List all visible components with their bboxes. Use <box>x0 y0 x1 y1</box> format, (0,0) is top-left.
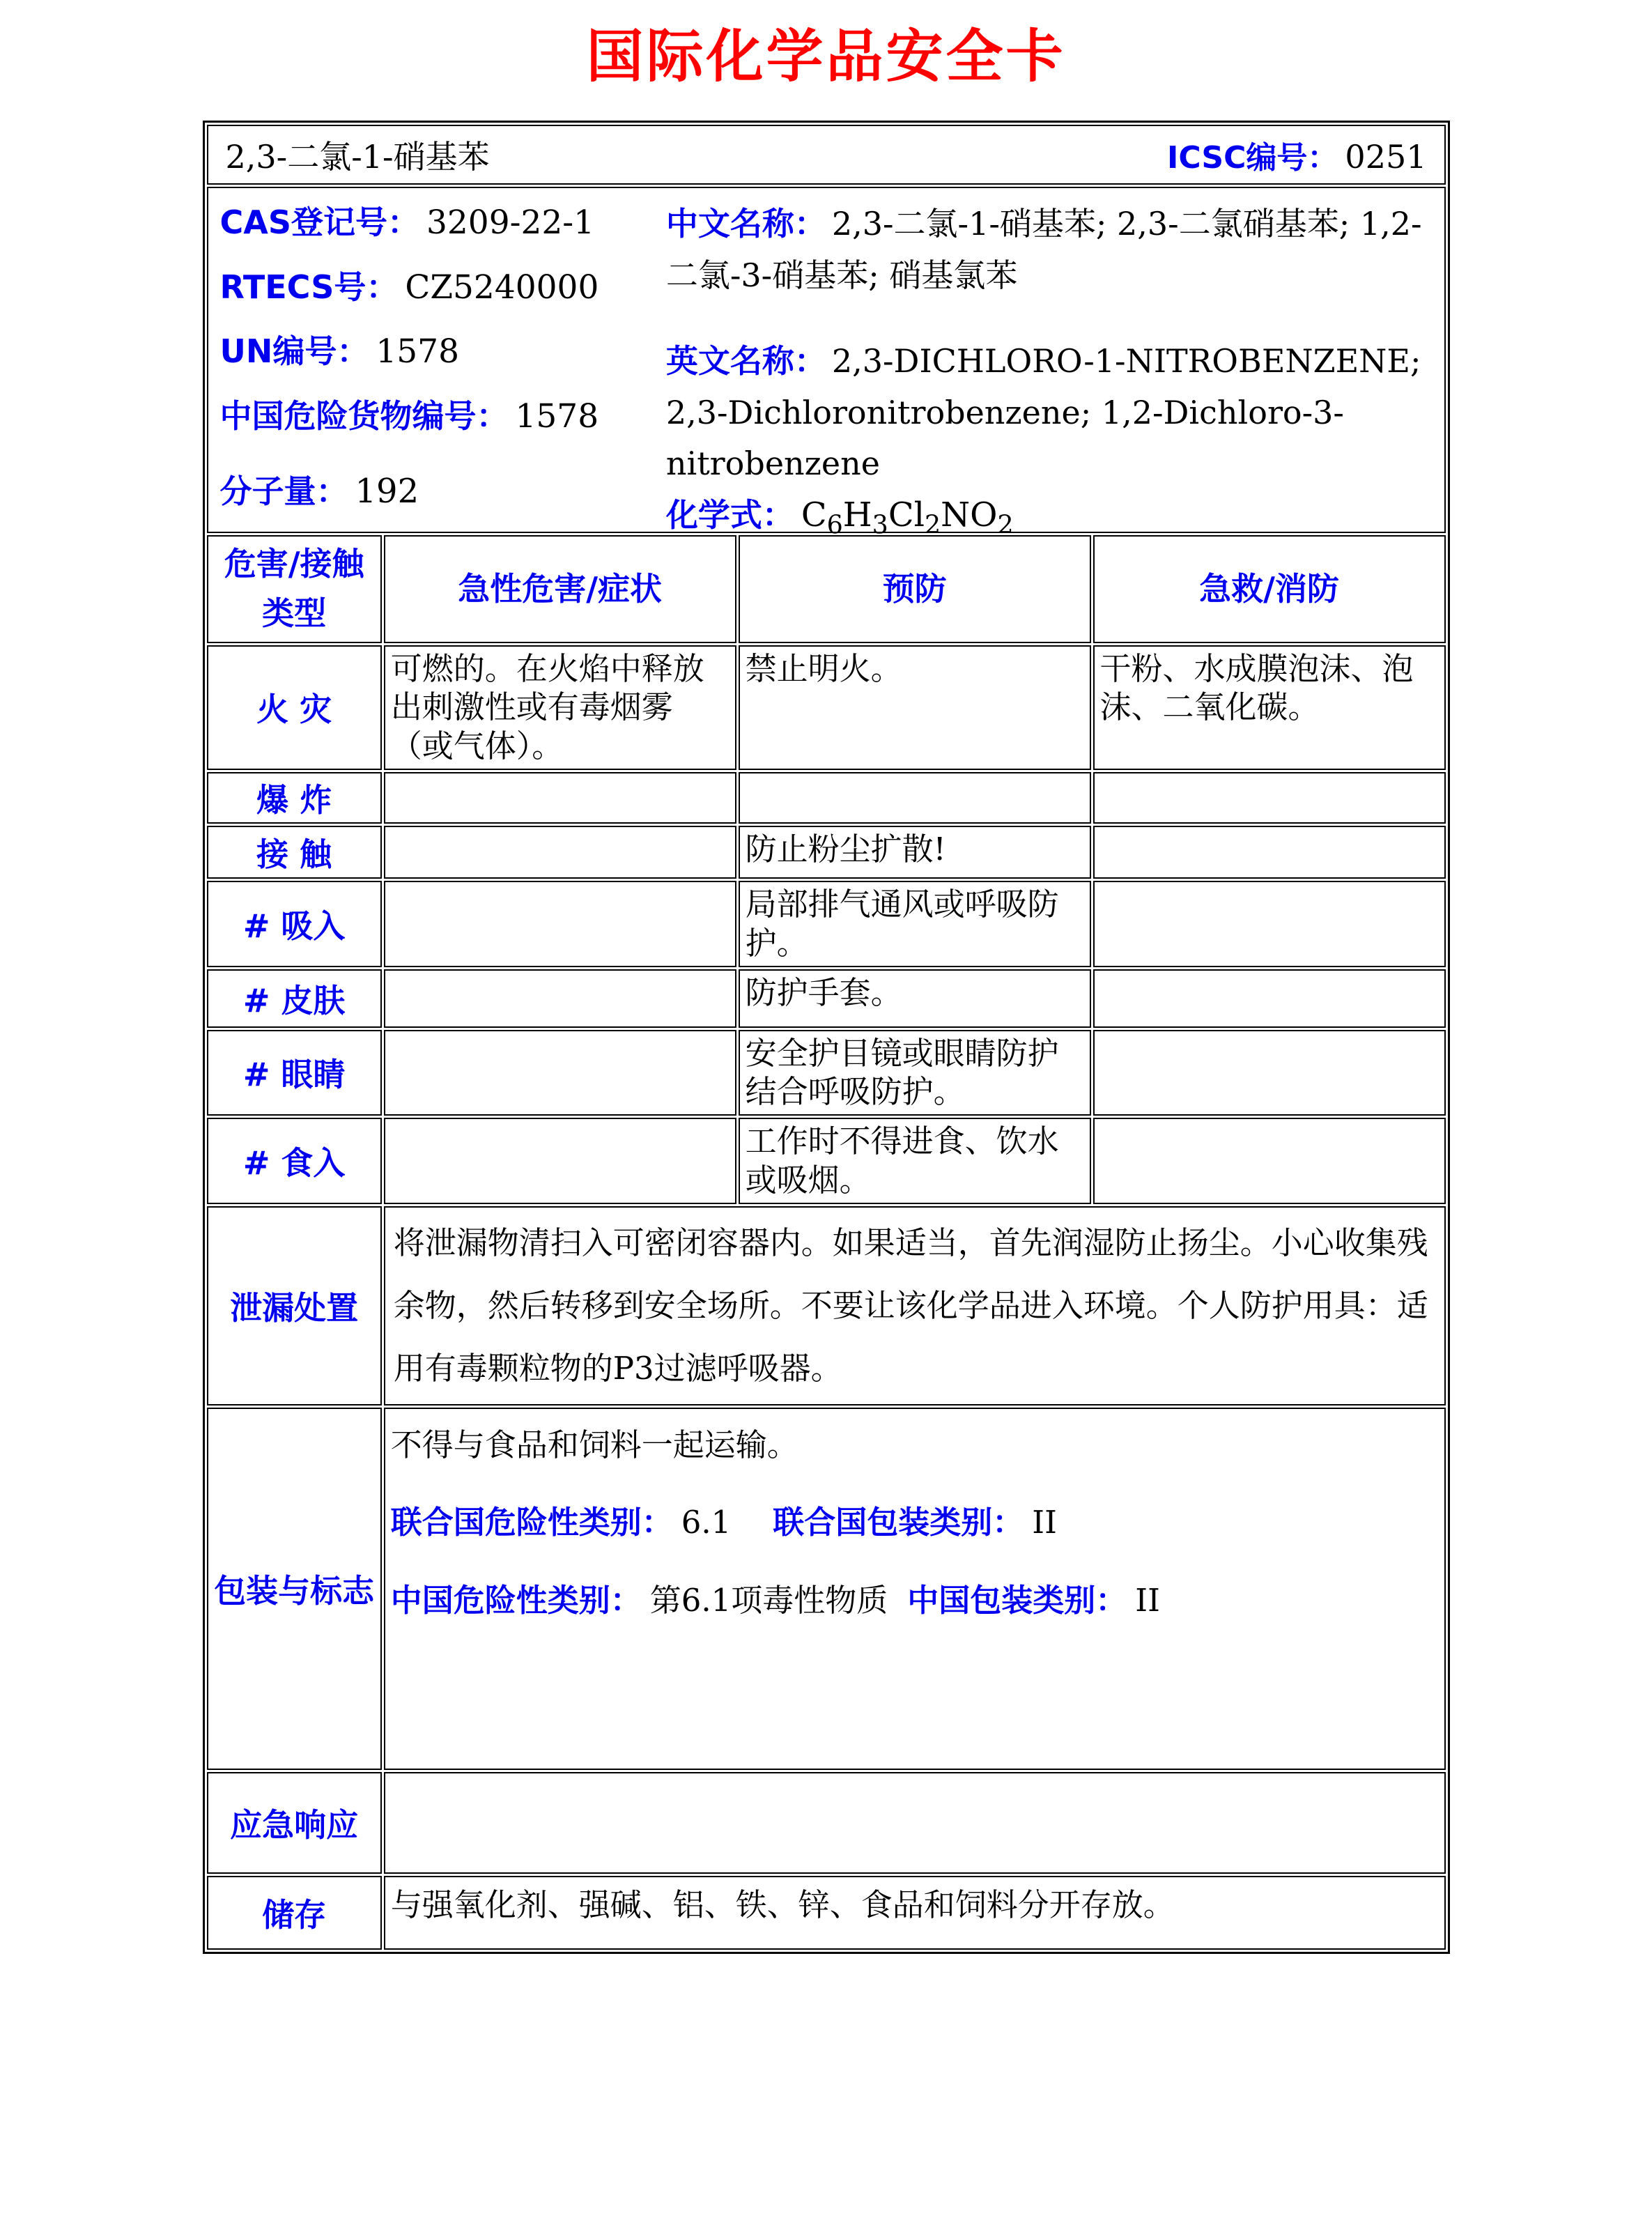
cas-label: CAS登记号： <box>219 203 419 241</box>
skin-fire-fighting <box>1093 969 1446 1028</box>
molecular-weight-value: 192 <box>355 472 419 511</box>
rtecs-number-field <box>220 263 662 313</box>
chemical-formula-label: 化学式： <box>665 495 794 534</box>
cn-hazard-class-label: 中国危险性类别： <box>390 1581 642 1619</box>
cn-hazard-class-value: 第6.1项毒性物质 <box>649 1581 888 1619</box>
page-title: 国际化学品安全卡 <box>586 24 1066 90</box>
hazard-header-row <box>207 535 1446 643</box>
storage-row <box>207 1876 1446 1950</box>
chinese-name-paragraph <box>666 199 1431 301</box>
eyes-row <box>207 1030 1446 1116</box>
un-hazard-class-label: 联合国危险性类别： <box>390 1504 673 1541</box>
identity-row <box>207 187 1446 533</box>
ingestion-symptoms <box>384 1118 736 1204</box>
emergency-response-label: 应急响应 <box>207 1772 382 1874</box>
contact-fire-fighting <box>1093 826 1446 879</box>
fire-symptoms: 可燃的。在火焰中释放出刺激性或有毒烟雾（或气体）。 <box>384 645 736 770</box>
icsc-number-group <box>1167 132 1427 177</box>
names-block <box>662 199 1431 540</box>
contact-prevention: 防止粉尘扩散! <box>739 826 1091 879</box>
english-name-label: 英文名称： <box>665 342 826 380</box>
packaging-row <box>207 1408 1446 1770</box>
storage-content: 与强氧化剂、强碱、铝、铁、锌、食品和饲料分开存放。 <box>384 1876 1446 1950</box>
explosion-prevention <box>739 772 1091 824</box>
english-name-paragraph <box>666 336 1431 490</box>
eyes-label: # 眼睛 <box>207 1030 382 1116</box>
contact-row <box>207 826 1446 879</box>
explosion-fire-fighting <box>1093 772 1446 824</box>
english-name-value: 2,3-DICHLORO-1-NITROBENZENE; 2,3-Dichloronitrobenzene; 1,2-Dichloro-3-nitrobenzene <box>665 342 1421 483</box>
inhalation-label: # 吸入 <box>207 881 382 967</box>
storage-label: 储存 <box>207 1876 382 1950</box>
chinese-name-label: 中文名称： <box>665 205 826 242</box>
header-hazard-type: 危害/接触类型 <box>207 535 382 643</box>
eyes-fire-fighting <box>1093 1030 1446 1116</box>
skin-label: # 皮肤 <box>207 969 382 1028</box>
header-prevention: 预防 <box>739 535 1091 643</box>
ingestion-label: # 食入 <box>207 1118 382 1204</box>
contact-label: 接 触 <box>207 826 382 879</box>
un-hazard-class-value: 6.1 <box>681 1504 732 1541</box>
fire-fighting: 干粉、水成膜泡沫、泡沫、二氧化碳。 <box>1093 645 1446 770</box>
molecular-weight-label: 分子量： <box>219 472 348 510</box>
spillage-content: 将泄漏物清扫入可密闭容器内。如果适当，首先润湿防止扬尘。小心收集残余物，然后转移到安全场所。不要让该化学品进入环境。个人防护用具：适用有毒颗粒物的P3过滤呼吸器。 <box>384 1206 1446 1405</box>
icsc-document-page <box>0 11 1652 2218</box>
cn-packing-group-label: 中国包装类别： <box>907 1581 1127 1619</box>
eyes-symptoms <box>384 1030 736 1116</box>
icsc-number: 0251 <box>1345 138 1427 176</box>
chemical-name-cell <box>207 125 1446 185</box>
identity-cell <box>207 187 1446 540</box>
rtecs-label: RTECS号： <box>219 268 399 306</box>
inhalation-symptoms <box>384 881 736 967</box>
fire-label: 火 灾 <box>207 645 382 770</box>
eyes-prevention: 安全护目镜或眼睛防护结合呼吸防护。 <box>739 1030 1091 1116</box>
molecular-weight-field <box>220 466 662 512</box>
explosion-label: 爆 炸 <box>207 772 382 824</box>
cn-classification-line <box>391 1577 1439 1624</box>
skin-symptoms <box>384 969 736 1028</box>
cn-packing-group-value: II <box>1135 1581 1160 1619</box>
fire-row <box>207 645 1446 770</box>
packaging-transport-note: 不得与食品和饲料一起运输。 <box>390 1426 798 1463</box>
packaging-label: 包装与标志 <box>207 1408 382 1770</box>
cn-dangerous-goods-field <box>220 392 662 442</box>
spillage-label: 泄漏处置 <box>207 1206 382 1405</box>
contact-symptoms <box>384 826 736 879</box>
explosion-symptoms <box>384 772 736 824</box>
header-acute-symptoms: 急性危害/症状 <box>384 535 736 643</box>
emergency-response-row <box>207 1772 1446 1874</box>
ingestion-prevention: 工作时不得进食、饮水或吸烟。 <box>739 1118 1091 1204</box>
emergency-response-content <box>384 1772 1446 1874</box>
un-label: UN编号： <box>219 332 369 370</box>
un-value: 1578 <box>376 332 459 371</box>
un-packing-group-label: 联合国包装类别： <box>773 1504 1024 1541</box>
skin-prevention: 防护手套。 <box>739 969 1091 1028</box>
rtecs-value: CZ5240000 <box>405 268 599 307</box>
explosion-row <box>207 772 1446 824</box>
ingestion-row <box>207 1118 1446 1204</box>
inhalation-fire-fighting <box>1093 881 1446 967</box>
cn-dg-value: 1578 <box>515 396 599 436</box>
un-number-field <box>220 328 662 377</box>
packaging-content <box>384 1408 1446 1770</box>
icsc-label: ICSC编号： <box>1166 140 1338 176</box>
ingestion-fire-fighting <box>1093 1118 1446 1204</box>
registry-numbers-block <box>220 199 662 512</box>
un-classification-line <box>391 1499 1439 1546</box>
chinese-name-value: 2,3-二氯-1-硝基苯; 2,3-二氯硝基苯; 1,2-二氯-3-硝基苯; 硝基氯苯 <box>665 205 1422 294</box>
inhalation-row <box>207 881 1446 967</box>
chemical-formula-value: $C_6H_3Cl_2NO_2$ <box>801 495 1014 540</box>
cas-number-field <box>220 199 662 248</box>
header-first-aid-fire: 急救/消防 <box>1093 535 1446 643</box>
skin-row <box>207 969 1446 1028</box>
spillage-row <box>207 1206 1446 1405</box>
chemical-formula-field <box>665 490 1431 540</box>
cas-value: 3209-22-1 <box>426 203 595 242</box>
chemical-name: 2,3-二氯-1-硝基苯 <box>225 138 490 176</box>
safety-card-table <box>203 121 1450 1954</box>
inhalation-prevention: 局部排气通风或呼吸防护。 <box>739 881 1091 967</box>
un-packing-group-value: II <box>1032 1504 1057 1541</box>
chemical-name-row <box>207 125 1446 185</box>
cn-dg-label: 中国危险货物编号： <box>219 396 509 435</box>
fire-prevention: 禁止明火。 <box>739 645 1091 770</box>
